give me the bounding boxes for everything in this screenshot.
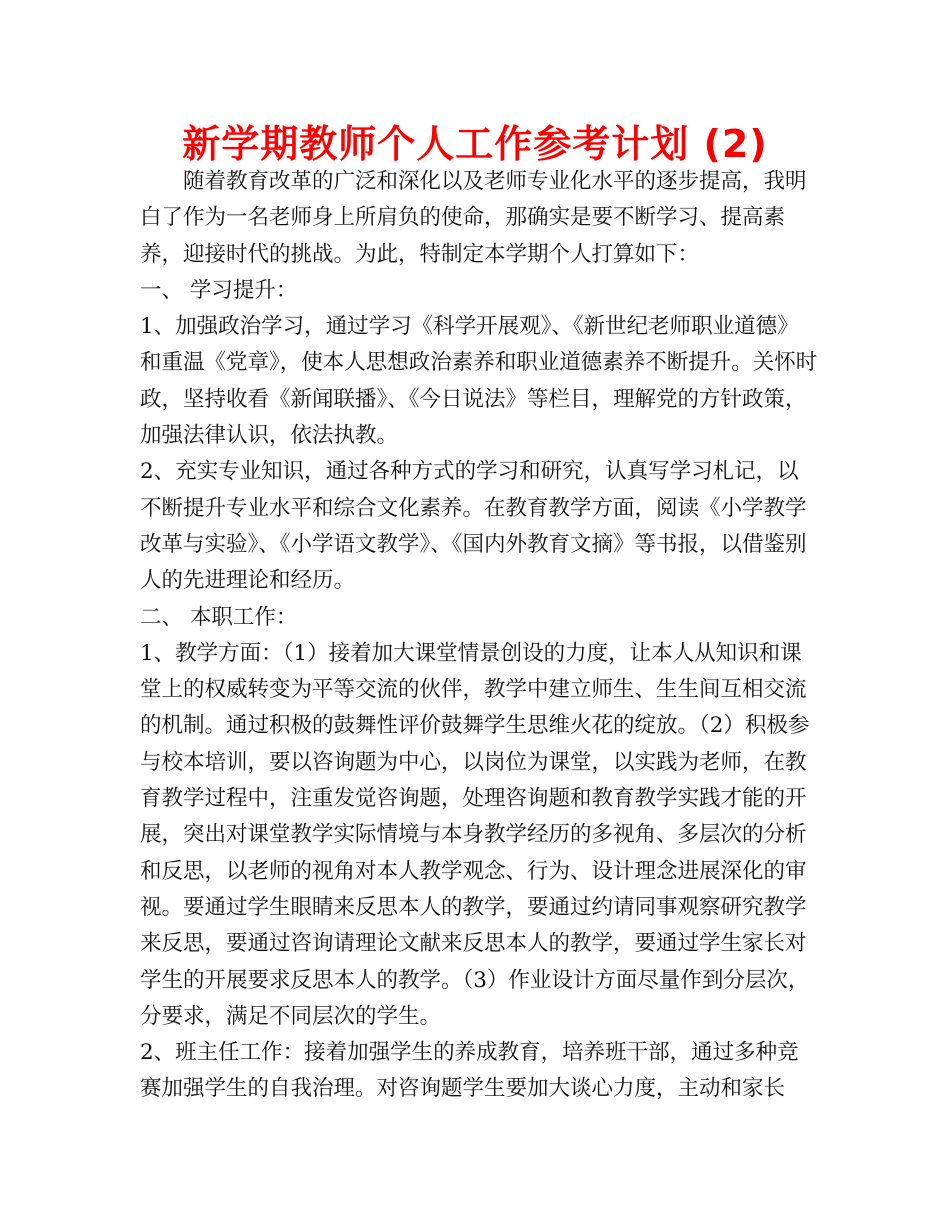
intro-paragraph: 随着教育改革的广泛和深化以及老师专业化水平的逐步提高，我明白了作为一名老师身上所肩负的使命，那确实是要不断学习、提高素养，迎接时代的挑战。为此，特制定本学期个人打算如下：: [140, 169, 807, 267]
document-body: [140, 164, 820, 1108]
duties-item-2: 2、班主任工作：接着加强学生的养成教育，培养班干部，通过多种竞赛加强学生的自我治理。对咨询题学生要加大谈心力度，主动和家长: [140, 1040, 799, 1102]
duties-item-1: 1、教学方面：（1）接着加大课堂情景创设的力度，让本人从知识和课堂上的权威转变为平等交流的伙伴，教学中建立师生、生生间互相交流的机制。通过积极的鼓舞性评价鼓舞学生思维火花的绽放。（2）积极参与校本培训，要以咨询题为中心，以岗位为课堂，以实践为老师，在教育教学过程中，注重发觉咨询题，处理咨询题和教育教学实践才能的开展，突出对课堂教学实际情境与本身教学经历的多视角、多层次的分析和反思，以老师的视角对本人教学观念、行为、设计理念进展深化的审视。要通过学生眼睛来反思本人的教学，要通过约请同事观察研究教学来反思，要通过咨询请理论文献来反思本人的教学，要通过学生家长对学生的开展要求反思本人的教学。（3）作业设计方面尽量作到分层次，分要求，满足不同层次的学生。: [140, 640, 810, 1029]
study-item-2: 2、充实专业知识，通过各种方式的学习和研究，认真写学习札记，以不断提升专业水平和综合文化素养。在教育教学方面，阅读《小学教学改革与实验》、《小学语文教学》、《国内外教育文摘》等书报，以借鉴别人的先进理论和经历。: [140, 459, 807, 594]
section-heading-study: 一、 学习提升：: [140, 277, 298, 303]
study-item-1: 1、加强政治学习，通过学习《科学开展观》、《新世纪老师职业道德》和重温《党章》，使本人思想政治素养和职业道德素养不断提升。关怀时政，坚持收看《新闻联播》、《今日说法》等栏目，理解党的方针政策，加强法律认识，依法执教。: [140, 314, 818, 449]
section-heading-duties: 二、 本职工作：: [140, 604, 298, 630]
document-title: 新学期教师个人工作参考计划 (2): [182, 122, 768, 166]
